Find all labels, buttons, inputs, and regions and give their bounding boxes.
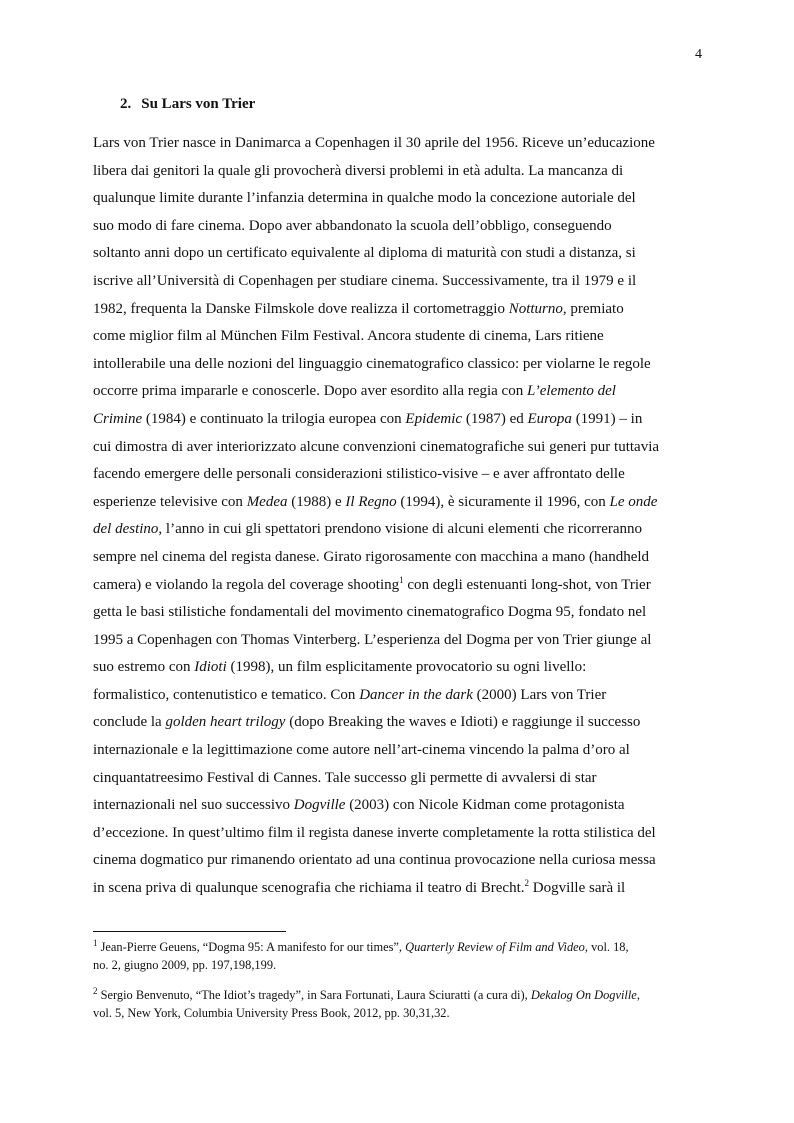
text-line (93, 544, 703, 572)
page-number: 4 (695, 47, 702, 62)
section-heading (120, 94, 255, 114)
text-run: iscrive all’Università di Copenhagen per studiare cinema. Successivamente, tra il 1979 e il (93, 272, 637, 289)
text-run: internazionale e la legittimazione come autore nell’art-cinema vincendo la palma d’oro al (93, 742, 630, 759)
text-run: (2003) con Nicole Kidman come protagonista (345, 797, 625, 814)
footnote (93, 986, 703, 1022)
italic-title: Le onde (609, 493, 658, 510)
text-line (93, 765, 703, 793)
text-run: vol. 5, New York, Columbia University Press Book, 2012, pp. 30,31,32. (93, 1006, 450, 1020)
text-line (93, 240, 703, 268)
text-run: internazionali nel suo successivo (93, 797, 294, 814)
text-line (93, 130, 703, 158)
footnote-separator (93, 931, 286, 932)
text-run: (1994), è sicuramente il 1996, con (396, 493, 610, 510)
text-run: con degli estenuanti long-shot, von Trier (403, 576, 651, 593)
text-run: conclude la (93, 714, 166, 731)
text-run: , (636, 988, 640, 1002)
section-title: Su Lars von Trier (141, 96, 256, 112)
italic-title: Idioti (194, 659, 227, 676)
italic-title: Dogville (293, 797, 346, 814)
text-run: sempre nel cinema del regista danese. Girato rigorosamente con macchina a mano (handheld (93, 548, 650, 565)
text-run: Dogville sarà il (529, 880, 626, 897)
text-run: formalistico, contenutistico e tematico. Con (93, 686, 360, 703)
italic-title: Il Regno (345, 493, 397, 510)
text-line (93, 682, 703, 710)
text-line (93, 627, 703, 655)
footnote-marker: 2 (93, 986, 98, 996)
text-run: soltanto anni dopo un certificato equivalente al diploma di maturità con studi a distanza, si (93, 245, 636, 262)
text-run: libera dai genitori la quale gli provocherà diversi problemi in età adulta. La mancanza di (93, 162, 624, 179)
italic-title: Crimine (93, 410, 143, 427)
text-line (93, 489, 703, 517)
text-line (93, 185, 703, 213)
text-run: (dopo Breaking the waves e Idioti) e raggiunge il successo (285, 714, 641, 731)
text-run: cinquantatreesimo Festival di Cannes. Tale successo gli permette di avvalersi di star (93, 769, 597, 786)
footnote-reference: 2 (524, 878, 529, 889)
text-line (93, 351, 703, 379)
italic-title: golden heart trilogy (165, 714, 286, 731)
text-run: intollerabile una delle nozioni del linguaggio cinematografico classico: per violarne le regole (93, 355, 651, 372)
body-paragraph (93, 130, 703, 903)
italic-title: del destino (93, 521, 159, 538)
text-run: no. 2, giugno 2009, pp. 197,198,199. (93, 958, 277, 972)
text-line (93, 434, 703, 462)
text-line (93, 158, 703, 186)
text-run: (1991) – in (571, 410, 643, 427)
footnote-reference: 1 (399, 574, 404, 585)
text-line (93, 709, 703, 737)
footnote (93, 938, 703, 974)
text-run: (1988) e (287, 493, 346, 510)
text-run: (1998), un film esplicitamente provocatorio su ogni livello: (226, 659, 587, 676)
italic-title: L’elemento del (526, 383, 616, 400)
text-line (93, 213, 703, 241)
text-run: 1982, frequenta la Danske Filmskole dove realizza il cortometraggio (93, 300, 509, 317)
text-run: Jean-Pierre Geuens, “Dogma 95: A manifesto for our times”, (97, 940, 406, 954)
text-line (93, 792, 703, 820)
text-line (93, 268, 703, 296)
text-run: cinema dogmatico pur rimanendo orientato ad una continua provocazione nella curiosa messa (93, 852, 656, 869)
text-run: , vol. 18, (584, 940, 629, 954)
italic-title: Dekalog On Dogville (530, 988, 637, 1002)
italic-title: Notturno (508, 300, 563, 317)
italic-title: Epidemic (405, 410, 463, 427)
footnote-line (93, 938, 703, 956)
text-run: occorre prima impararle e conoscerle. Dopo aver esordito alla regia con (93, 383, 527, 400)
text-run: getta le basi stilistiche fondamentali del movimento cinematografico Dogma 95, fondato nel (93, 604, 647, 621)
text-line (93, 572, 703, 600)
footnote-marker: 1 (93, 938, 98, 948)
footnotes-section (93, 938, 703, 1034)
text-run: cui dimostra di aver interiorizzato alcune convenzioni cinematografiche sui generi pur tuttavia (93, 438, 660, 455)
text-line (93, 406, 703, 434)
italic-title: Dancer in the dark (359, 686, 473, 703)
text-run: come miglior film al München Film Festival. Ancora studente di cinema, Lars ritiene (93, 328, 604, 345)
text-run: suo estremo con (93, 659, 195, 676)
text-run: (1987) ed (462, 410, 528, 427)
text-run: Lars von Trier nasce in Danimarca a Copenhagen il 30 aprile del 1956. Riceve un’educazione (93, 135, 655, 151)
text-run: camera) e violando la regola del coverage shooting (93, 576, 400, 593)
text-run: suo modo di fare cinema. Dopo aver abbandonato la scuola dell’obbligo, conseguendo (93, 217, 612, 234)
text-run: (1984) e continuato la trilogia europea con (142, 410, 406, 427)
footnote-line (93, 956, 703, 974)
italic-title: Europa (527, 410, 572, 427)
text-run: d’eccezione. In quest’ultimo film il regista danese inverte completamente la rotta stilistica del (93, 824, 656, 841)
text-line (93, 737, 703, 765)
text-run: in scena priva di qualunque scenografia che richiama il teatro di Brecht. (93, 880, 525, 897)
footnote-line (93, 1004, 703, 1022)
text-run: esperienze televisive con (93, 493, 247, 510)
text-run: 1995 a Copenhagen con Thomas Vinterberg. L’esperienza del Dogma per von Trier giunge al (93, 631, 652, 648)
text-line (93, 599, 703, 627)
text-run: , l’anno in cui gli spettatori prendono visione di alcuni elementi che ricorreranno (158, 521, 643, 538)
text-line (93, 820, 703, 848)
section-number: 2. (120, 96, 132, 112)
text-line (93, 516, 703, 544)
text-line (93, 875, 703, 903)
text-run: facendo emergere delle personali considerazioni stilistico-visive – e aver affrontato delle (93, 466, 625, 483)
italic-title: Quarterly Review of Film and Video (405, 940, 585, 954)
text-run: Sergio Benvenuto, “The Idiot’s tragedy”, in Sara Fortunati, Laura Sciuratti (a cura di), (97, 988, 531, 1002)
text-line (93, 461, 703, 489)
text-line (93, 323, 703, 351)
text-line (93, 296, 703, 324)
text-line (93, 378, 703, 406)
text-run: (2000) Lars von Trier (472, 686, 607, 703)
footnote-line (93, 986, 703, 1004)
text-line (93, 847, 703, 875)
text-run: , premiato (562, 300, 624, 317)
text-run: qualunque limite durante l’infanzia determina in qualche modo la concezione autoriale del (93, 190, 636, 207)
italic-title: Medea (246, 493, 288, 510)
text-line (93, 654, 703, 682)
